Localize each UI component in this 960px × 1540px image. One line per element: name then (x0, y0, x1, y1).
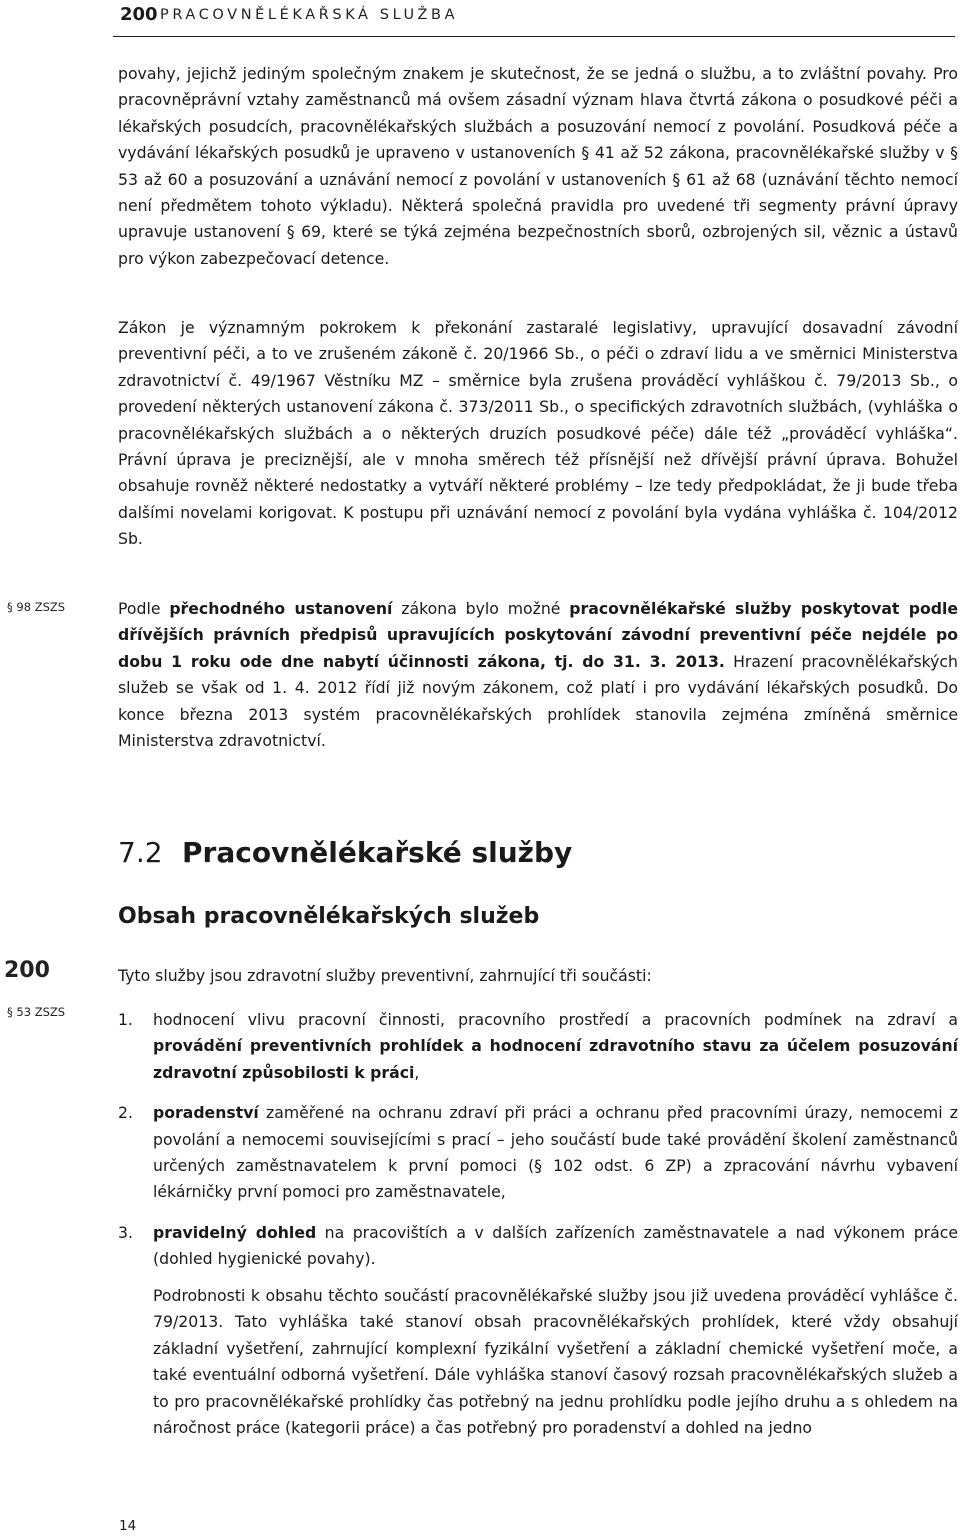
list-item (118, 1007, 958, 1086)
list-item (118, 1100, 958, 1206)
bold-run: pracovnělékařské služby poskytovat podle dřívějších právních předpisů upravujících poskytování závodní preventivní péče nejdéle po dobu 1 roku ode dne nabytí účinnosti zákona, tj. do 31. 3. 2013. (118, 599, 958, 671)
header-page-number: 200 (120, 4, 158, 25)
footer-page-number: 14 (119, 1518, 137, 1534)
text-run: zákona bylo možné (392, 599, 570, 618)
paragraph-text (118, 596, 958, 754)
list-marker: 1. (118, 1010, 133, 1029)
text-run: hodnocení vlivu pracovní činnosti, pracovního prostředí a pracovních podmínek na zdraví a (153, 1010, 958, 1029)
margin-note-98 (7, 600, 65, 614)
list-marker: 2. (118, 1103, 133, 1123)
text-run: zaměřené na ochranu zdraví při práci a ochranu před pracovními úrazy, nemocemi z povolání a nemocemi souvisejícími s prací – jeho součástí bude také provádění školení zaměstnanců určených zaměstnavatelem k první pomoci (§ 102 odst. 6 ZP) a zpracování návrhu vybavení lékárničky první pomoci pro zaměstnavatele, (153, 1103, 958, 1202)
section-title: Pracovnělékařské služby (182, 836, 573, 869)
bold-run: provádění preventivních prohlídek a hodnocení zdravotního stavu za účelem posuzování zdravotní způsobilosti k práci (153, 1036, 958, 1082)
paragraph-law-progress (118, 315, 958, 553)
subsection-heading: Obsah pracovnělékařských služeb (118, 904, 540, 929)
list-item (118, 1220, 958, 1273)
list-intro: Tyto služby jsou zdravotní služby preventivní, zahrnující tři součásti: (118, 966, 652, 985)
bold-run: přechodného ustanovení (169, 599, 393, 618)
bold-run: pravidelný dohled (153, 1222, 317, 1242)
list-marker: 3. (118, 1222, 133, 1242)
section-number: 7.2 (118, 836, 163, 869)
section-heading (118, 836, 572, 869)
text-run: Hrazení pracovnělékařských služeb se však od 1. 4. 2012 řídí již novým zákonem, což platí i pro vydávání lékařských posudků. Do konce března 2013 systém pracovnělékařských prohlídek stanovila zejména zmíněná směrnice Ministerstva zdravotnictví. (118, 651, 958, 751)
paragraph-transitional (118, 596, 958, 754)
components-list (118, 1007, 958, 1287)
text-run: , (414, 1062, 420, 1082)
margin-note-200: 200 (4, 958, 50, 983)
paragraph-text: povahy, jejichž jediným společným znakem je skutečnost, že se jedná o službu, a to zvláštní povahy. Pro pracovněprávní vztahy zaměstnanců má ovšem zásadní význam hlava čtvrtá zákona o posudkové péči a lékařských posudcích, pracovnělékařských službách a posuzování nemocí z povolání. Posudková péče a vydávání lékařských posudků je upraveno v ustanoveních § 41 až 52 zákona, pracovnělékařské služby v § 53 až 60 a posuzování a uznávání nemocí z povolání v ustanoveních § 61 až 68 (uznávání těchto nemocí není předmětem tohoto výkladu). Některá společná pravidla pro uvedené tři segmenty právní úpravy upravuje ustanovení § 69, které se týká zejména bezpečnostních sborů, ozbrojených sil, věznic a ústavů pro výkon zabezpečovací detence. (118, 64, 958, 268)
paragraph-text: Zákon je významným pokrokem k překonání zastaralé legislativy, upravující dosavadní závodní preventivní péči, a to ve zrušeném zákoně č. 20/1966 Sb., o péči o zdraví lidu a ve směrnici Ministerstva zdravotnictví č. 49/1967 Věstníku MZ – směrnice byla zrušena prováděcí vyhláškou č. 79/2013 Sb., o provedení některých ustanovení zákona č. 373/2011 Sb., o specifických zdravotních službách, (vyhláška o pracovnělékařských službách a o některých druzích posudkové péče) dále též „prováděcí vyhláška“. Právní úprava je preciznější, ale v mnoha směrech též přísnější než dřívější právní úprava. Bohužel obsahuje rovněž některé nedostatky a vytváří některé problémy – lze tedy předpokládat, že ji bude třeba dalšími novelami korigovat. K postupu při uznávání nemocí z povolání byla vydána vyhláška č. 104/2012 Sb. (118, 318, 958, 549)
running-title: PRACOVNĚLÉKAŘSKÁ SLUŽBA (160, 7, 459, 23)
header-rule (113, 36, 955, 37)
text-run: Podle (118, 599, 170, 618)
section-sign-icon: § (7, 600, 13, 614)
paragraph-details: Podrobnosti k obsahu těchto součástí pracovnělékařské služby jsou již uvedena prováděcí vyhlášce č. 79/2013. Tato vyhláška také stanoví obsah pracovnělékařských prohlídek, které vždy obsahují základní vyšetření, zahrnující komplexní fyzikální vyšetření a základní chemické vyšetření moče, a také eventuální odborná vyšetření. Dále vyhláška stanoví časový rozsah pracovnělékařských služeb a to pro pracovnělékařské prohlídky čas potřebný na jednu prohlídku podle jejího druhu a s ohledem na náročnost práce (kategorii práce) a čas potřebný pro poradenství a dohled na jedno (153, 1286, 958, 1438)
margin-note-53 (7, 1005, 65, 1019)
paragraph-intro (118, 61, 958, 272)
text-run: na pracovištích a v dalších zařízeních zaměstnavatele a nad výkonem práce (dohled hygienické povahy). (153, 1222, 958, 1269)
margin-note-label: 53 ZSZS (16, 1005, 66, 1019)
section-sign-icon: § (7, 1005, 13, 1019)
margin-note-label: 98 ZSZS (16, 600, 66, 614)
bold-run: poradenství (153, 1103, 259, 1123)
